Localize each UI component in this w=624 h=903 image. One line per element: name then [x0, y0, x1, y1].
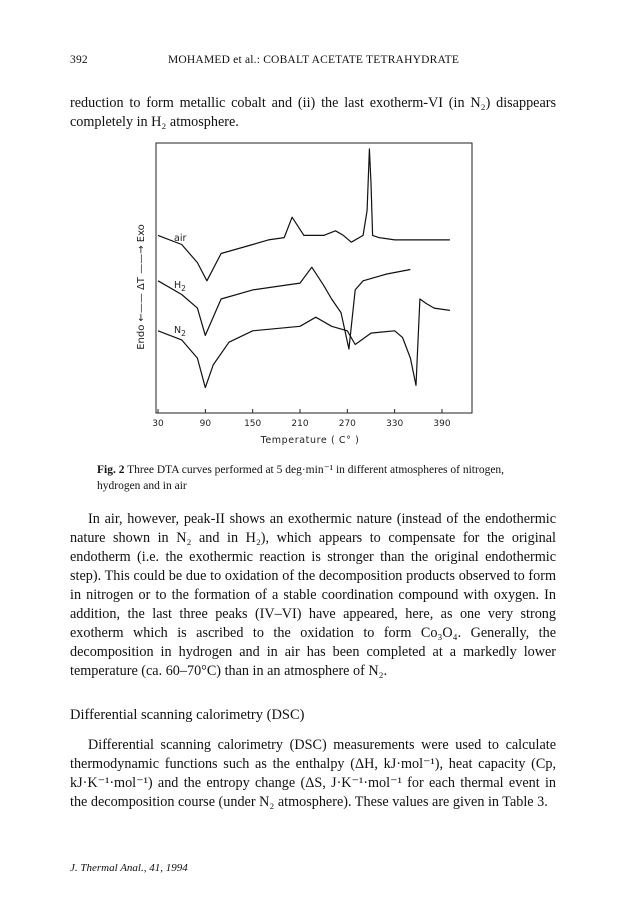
y-axis-label: Endo ←—— ΔT ——→ Exo	[136, 224, 147, 350]
x-tick-label: 150	[244, 419, 262, 429]
x-tick-label: 210	[291, 419, 309, 429]
section-heading: Differential scanning calorimetry (DSC)	[70, 707, 305, 723]
series-line-air	[158, 149, 450, 281]
x-tick-label: 270	[338, 419, 356, 429]
series-line-n2	[158, 299, 450, 388]
figure-caption	[97, 462, 547, 494]
curve-label-n2: $N_2$	[174, 325, 186, 338]
x-tick-label: 30	[152, 419, 164, 429]
paragraph-mid: In air, however, peak-II shows an exothermic nature (instead of the endothermic nature shown in N₂ and in H₂), which appears to compensate for the original endotherm (i.e. the exothermic reaction is stronger than the original endothermic step). This could be due to oxidation of the decomposition products observed to form in nitrogen or to the formation of a stable coordination compound with oxygen. In addition, the last three peaks (IV–VI) have appeared, here, as one very strong exotherm which is ascribed to the oxidation to form Co₃O₄. Generally, the decomposition in hydrogen and in air has been completed at a markedly lower temperature (ca. 60–70°C) than in an atmosphere of N₂.	[70, 511, 556, 679]
paragraph-dsc: Differential scanning calorimetry (DSC) measurements were used to calculate thermodynamic functions such as the enthalpy (ΔH, kJ·mol⁻¹), heat capacity (Cp, kJ·K⁻¹·mol⁻¹) and the entropy change (ΔS, J·K⁻¹·mol⁻¹ for each thermal event in the decomposition course (under N₂ atmosphere). These values are given in Table 3.	[70, 737, 556, 810]
series-line-h2	[158, 267, 410, 349]
journal-footer: J. Thermal Anal., 41, 1994	[70, 862, 188, 874]
x-tick-label: 90	[199, 419, 212, 429]
paragraph-top: reduction to form metallic cobalt and (ii) the last exotherm-VI (in N₂) disappears completely in H₂ atmosphere.	[70, 95, 556, 130]
dta-figure	[120, 135, 480, 455]
caption-text: Three DTA curves performed at 5 deg·min⁻¹ in different atmospheres of nitrogen, hydrogen and in air	[97, 464, 505, 492]
page-number: 392	[70, 54, 88, 66]
curve-label-air: air	[174, 233, 187, 244]
curve-label-h2: $H_2$	[174, 280, 186, 293]
x-tick-label: 330	[386, 419, 404, 429]
x-tick-label: 390	[433, 419, 451, 429]
plot-frame	[156, 143, 472, 413]
caption-label: Fig. 2	[97, 464, 125, 476]
running-title: MOHAMED et al.: COBALT ACETATE TETRAHYDRATE	[168, 54, 460, 66]
x-axis-label: Temperature ( C° )	[260, 435, 360, 446]
